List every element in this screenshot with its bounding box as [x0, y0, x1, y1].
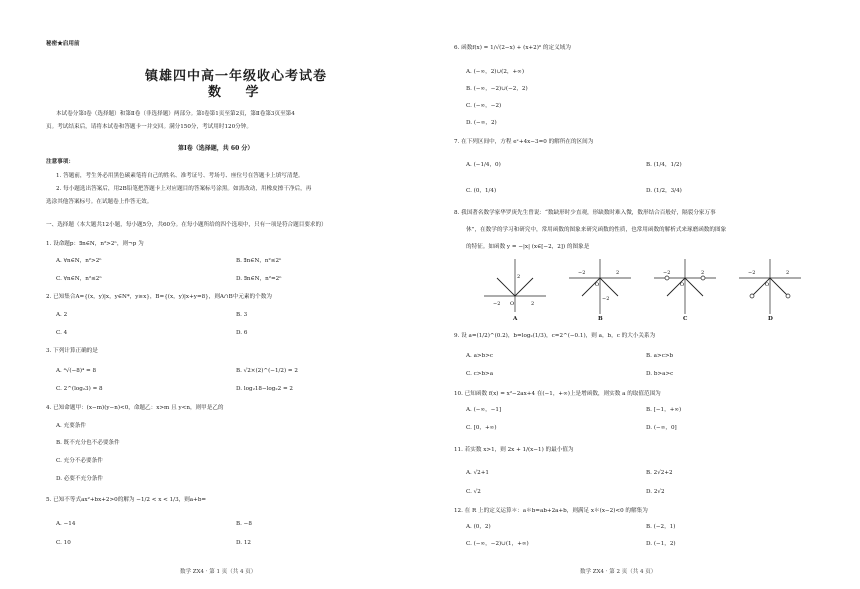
open-point-right [701, 276, 705, 280]
tick-pos: 2 [616, 270, 620, 276]
q11-option-b: B. 2√2+2 [646, 470, 673, 476]
q4-option-c: C. 充分不必要条件 [56, 458, 103, 464]
q4-option-d: D. 必要不充分条件 [56, 476, 103, 482]
q11-stem: 11. 若实数 x>1，则 2x + 1/(x−1) 的最小值为 [454, 447, 574, 453]
q6-option-c: C. (−∞，−2) [466, 103, 502, 109]
q10-option-d: D. (−∞，0] [646, 425, 677, 431]
q3-stem: 3. 下列计算正确的是 [46, 348, 98, 354]
q8-stem-line-3: 的特征。如函数 y = −|x| (x∈[−2，2]) 的图象是 [466, 244, 590, 250]
q3-option-b: B. √2×(2)^(−1/2) = 2 [236, 368, 298, 374]
q7-option-b: B. (1/4，1/2) [646, 162, 682, 168]
q7-option-a: A. (−1/4，0) [466, 162, 501, 168]
q8-graph-c [650, 256, 720, 316]
tick-pos: 2 [531, 301, 535, 307]
section-heading: 一、选择题（本大题共12小题，每小题5分，共60分。在每小题所给的四个选项中，只有一项是符合题目要求的） [46, 222, 327, 228]
q2-option-d: D. 6 [236, 330, 248, 336]
q8-graph-d [735, 256, 805, 316]
notice-3: 选涂其他答案标号。在试题卷上作答无效。 [46, 199, 153, 205]
q6-stem: 6. 函数f(x) = 1/√(2−x) + (x+2)⁰ 的定义域为 [454, 45, 571, 51]
graph-d-svg [735, 256, 805, 316]
q7-option-c: C. (0，1/4) [466, 188, 497, 194]
origin-label: O [680, 282, 685, 288]
q1-option-c: C. ∀n∈N，n²≤2ⁿ [56, 276, 102, 282]
q8-label-b: B [598, 316, 603, 322]
tick-y: 2 [517, 274, 521, 280]
q10-option-c: C. [0，+∞) [466, 425, 497, 431]
q6-option-a: A. (−∞，2)∪(2，+∞) [466, 69, 525, 75]
q5-option-d: D. 12 [236, 540, 251, 546]
tick-neg: −2 [748, 270, 756, 276]
notice-1: 1. 答题前，考生务必用黑色碳素笔将自己的姓名、准考证号、考场号、座位号在答题卡上填写清楚。 [56, 173, 304, 179]
origin-label: O [510, 301, 515, 307]
q9-option-c: C. c>b>a [466, 371, 494, 377]
tick-neg: −2 [493, 301, 501, 307]
q5-stem: 5. 已知不等式ax²+bx+2>0的解为 −1/2 < x < 1/3，则a+b= [46, 497, 207, 503]
open-point-left [665, 276, 669, 280]
q10-option-b: B. [−1，+∞) [646, 407, 682, 413]
q3-option-d: D. log₂18−log₂2 = 2 [236, 386, 293, 392]
q2-option-a: A. 2 [56, 312, 68, 318]
notice-2: 2. 每小题选出答案后，用2B铅笔把答题卡上对应题目的答案标号涂黑。如需改动，用橡皮擦干净后，再 [56, 186, 312, 192]
q12-stem: 12. 在 R 上的定义运算＊：a＊b=ab+2a+b，则满足 x＊(x−2)<0 的解集为 [454, 508, 648, 514]
q1-stem: 1. 设命题p：∃n∈N，n²>2ⁿ，则¬p 为 [46, 241, 144, 247]
q1-option-d: D. ∃n∈N，n²=2ⁿ [236, 276, 282, 282]
q5-option-c: C. 10 [56, 540, 71, 546]
q6-option-b: B. (−∞，−2)∪(−2，2) [466, 86, 528, 92]
q12-option-d: D. (−1，2) [646, 541, 676, 547]
q4-option-a: A. 充要条件 [56, 423, 86, 429]
q7-stem: 7. 在下列区间中，方程 eˣ+4x−3=0 的解所在的区间为 [454, 139, 594, 145]
tick-neg: −2 [663, 270, 671, 276]
q4-option-b: B. 既不充分也不必要条件 [56, 440, 120, 446]
q9-option-d: D. b>a>c [646, 371, 674, 377]
q11-option-d: D. 2√2 [646, 489, 665, 495]
q12-option-a: A. (0，2) [466, 524, 491, 530]
q1-option-a: A. ∀n∈N，n²>2ⁿ [56, 258, 102, 264]
q2-option-b: B. 3 [236, 312, 248, 318]
origin-label: O [595, 282, 600, 288]
part1-title: 第Ⅰ卷（选择题，共 60 分） [178, 145, 254, 152]
q10-stem: 10. 已知函数 f(x) = x²−2ax+4 在(−1，+∞)上是增函数，则实数 a 的取值范围为 [454, 391, 661, 397]
q1-option-b: B. ∃n∈N，n²≤2ⁿ [236, 258, 282, 264]
q8-graph-a [480, 256, 550, 316]
q9-option-a: A. a>b>c [466, 353, 494, 359]
page-footer-left: 数学 ZX4 · 第 1 页（共 4 页） [180, 569, 257, 575]
intro-line-2: 页。考试结束后，请将本试卷和答题卡一并交回。满分150分，考试用时120分钟。 [46, 124, 252, 130]
q2-option-c: C. 4 [56, 330, 68, 336]
origin-label: O [765, 282, 770, 288]
q8-label-a: A [513, 316, 518, 322]
q12-option-b: B. (−2，1) [646, 524, 676, 530]
secret-label: 秘密★启用前 [46, 41, 80, 47]
page-footer-right: 数学 ZX4 · 第 2 页（共 4 页） [580, 569, 657, 575]
subject-title: 数 学 [208, 85, 269, 100]
q10-option-a: A. (−∞，−1] [466, 407, 502, 413]
q8-stem-line-1: 8. 我国著名数学家华罗庚先生曾说：“数缺形时少直观，形缺数时难入微，数形结合百般好，隔裂分家万事 [454, 210, 716, 216]
q11-option-c: C. √2 [466, 489, 481, 495]
intro-line-1: 本试卷分第Ⅰ卷（选择题）和第Ⅱ卷（非选择题）两部分。第Ⅰ卷第1页至第2页，第Ⅱ卷第3页至第4 [56, 111, 295, 117]
q3-option-c: C. 2^(log₂3) = 8 [56, 386, 103, 392]
q2-stem: 2. 已知集合A={(x，y)|x，y∈N*，y≥x}，B={(x，y)|x+y=8}，则A∩B中元素的个数为 [46, 294, 272, 300]
q4-stem: 4. 已知命题甲：(x−m)(y−n)<0，命题乙：x>m 且 y<n，则甲是乙的 [46, 405, 224, 411]
q9-stem: 9. 设 a=(1/2)^(0.2)，b=log₂(1/3)，c=2^(−0.1)，则 a，b，c 的大小关系为 [454, 333, 656, 339]
exam-title: 镇雄四中高一年级收心考试卷 [145, 69, 328, 84]
open-point-right [786, 294, 790, 298]
graph-b-svg [565, 256, 635, 316]
q5-option-a: A. −14 [56, 521, 76, 527]
notice-title: 注意事项： [46, 159, 74, 165]
q8-stem-line-2: 休”，在数学的学习和研究中，常用函数的图象来研究函数的性质，也常用函数的解析式来琢磨函数的图象 [466, 227, 727, 233]
q9-option-b: B. a>c>b [646, 353, 674, 359]
q11-option-a: A. √2+1 [466, 470, 489, 476]
q6-option-d: D. (−∞，2) [466, 120, 497, 126]
tick-pos: 2 [701, 270, 705, 276]
page-right [430, 0, 860, 589]
q8-label-d: D [768, 316, 773, 322]
graph-c-svg [650, 256, 720, 316]
tick-neg: −2 [578, 270, 586, 276]
q7-option-d: D. (1/2，3/4) [646, 188, 682, 194]
q5-option-b: B. −8 [236, 521, 252, 527]
q8-graph-b [565, 256, 635, 316]
tick-y: −2 [602, 296, 610, 302]
q8-label-c: C [683, 316, 688, 322]
q3-option-a: A. ⁴√(−8)⁴ = 8 [56, 368, 97, 374]
open-point-left [750, 294, 754, 298]
graph-a-svg [480, 256, 550, 316]
tick-pos: 2 [786, 270, 790, 276]
q12-option-c: C. (−∞，−2)∪(1，+∞) [466, 541, 529, 547]
